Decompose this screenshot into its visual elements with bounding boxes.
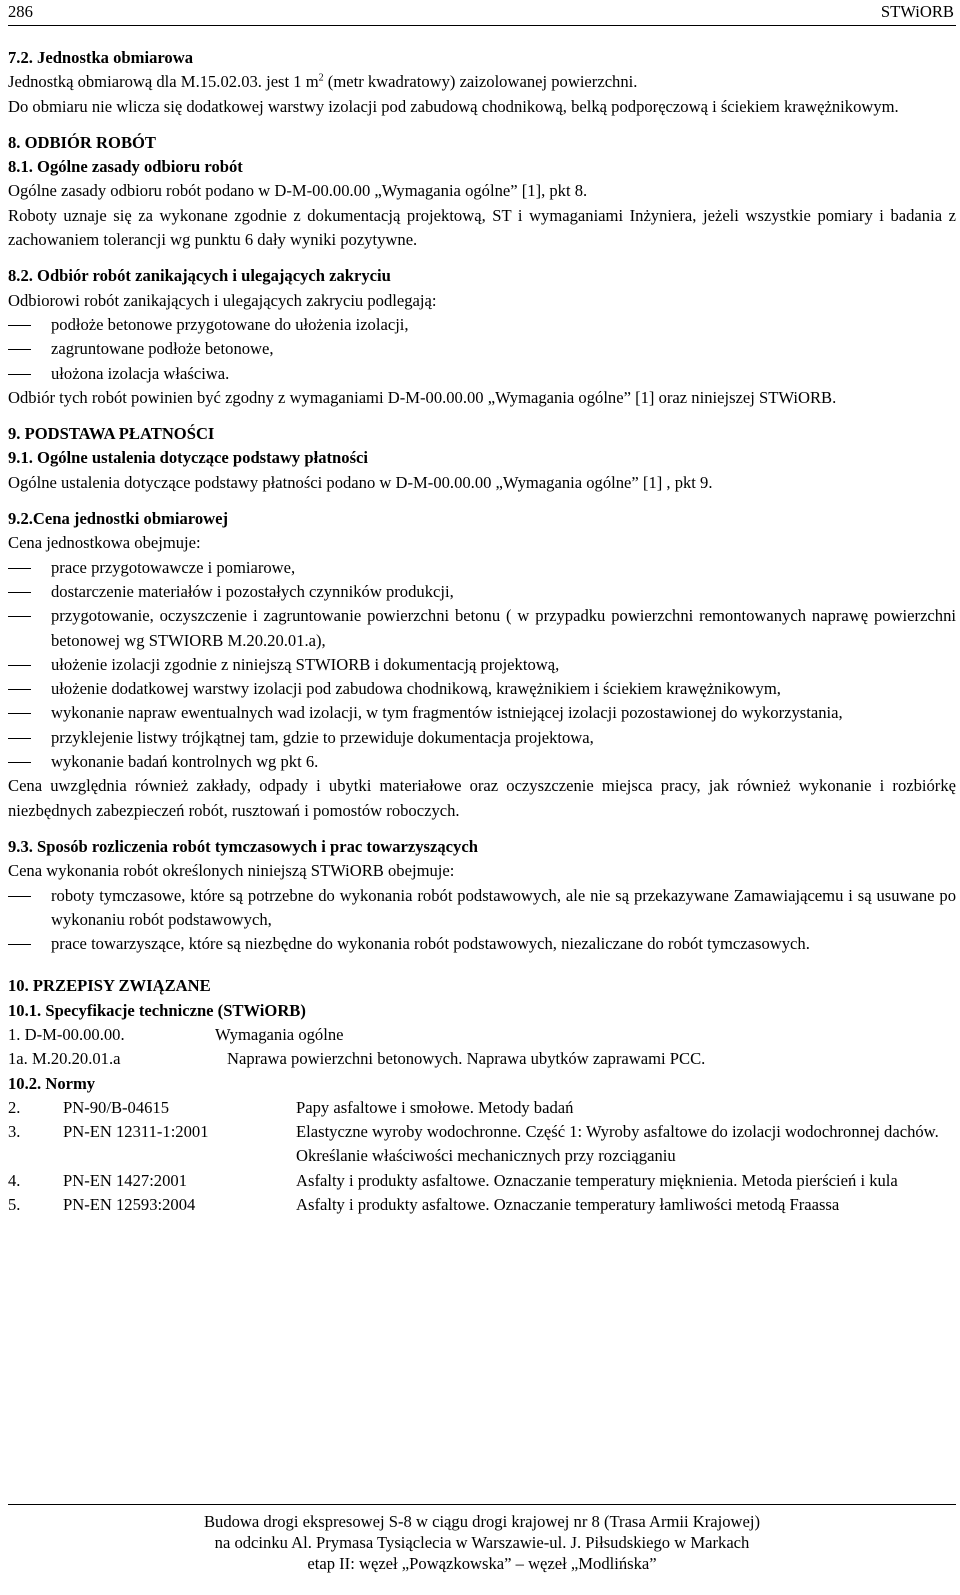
- dash-bullet: [8, 944, 31, 945]
- outro-9-2: Cena uwzględnia również zakłady, odpady i ubytki materiałowe oraz oczyszczenie miejsca pracy, jak również wykonanie i rozbiórkę niezbędnych zabezpieczeń robót, rusztowań i pomostów roboczych.: [8, 776, 956, 820]
- list-item-text: dostarczenie materiałów i pozostałych czynników produkcji,: [51, 581, 454, 601]
- list-item: [8, 580, 956, 604]
- dash-bullet: [8, 374, 31, 375]
- heading-8-2: 8.2. Odbiór robót zanikających i ulegających zakryciu: [8, 266, 391, 286]
- list-item-text: ułożenie dodatkowej warstwy izolacji pod zabudowa chodnikową, krawężnikiem i ściekiem krawężnikowym,: [51, 679, 781, 699]
- list-item: [8, 313, 956, 337]
- list-item-text: zagruntowane podłoże betonowe,: [51, 339, 274, 359]
- intro-8-2: Odbiorowi robót zanikających i ulegających zakryciu podlegają:: [8, 290, 437, 310]
- norm-description: Elastyczne wyroby wodochronne. Część 1: Wyroby asfaltowe do izolacji wodochronnej dachów. Określanie właściwości mechanicznych przy rozciąganiu: [296, 1122, 939, 1166]
- norm-number: 4.: [8, 1170, 21, 1190]
- heading-8-1: 8.1. Ogólne zasady odbioru robót: [8, 157, 243, 177]
- list-item-text: roboty tymczasowe, które są potrzebne do wykonania robót podstawowych, ale nie są przekazywane Zamawiającemu i są usuwane po wykonaniu robót podstawowych,: [51, 885, 956, 929]
- paragraph-unit: [8, 70, 956, 94]
- norm-description: Papy asfaltowe i smołowe. Metody badań: [296, 1097, 574, 1117]
- dash-bullet: [8, 349, 31, 350]
- list-item: [8, 653, 956, 677]
- footer-line-3: etap II: węzeł „Powązkowska” – węzeł „Modlińska”: [307, 1554, 657, 1573]
- norm-row: [8, 1169, 956, 1193]
- list-item: [8, 726, 956, 750]
- spec-description: Naprawa powierzchni betonowych. Naprawa ubytków zaprawami PCC.: [227, 1049, 706, 1069]
- list-item: [8, 932, 956, 956]
- heading-9-2: 9.2.Cena jednostki obmiarowej: [8, 509, 229, 529]
- list-item: [8, 884, 956, 933]
- footer-line-1: Budowa drogi ekspresowej S-8 w ciągu drogi krajowej nr 8 (Trasa Armii Krajowej): [203, 1512, 761, 1531]
- heading-9-3: 9.3. Sposób rozliczenia robót tymczasowych i prac towarzyszących: [8, 836, 478, 856]
- heading-10-2: 10.2. Normy: [8, 1073, 96, 1093]
- paragraph-exclusion: Do obmiaru nie wlicza się dodatkowej warstwy izolacji pod zabudową chodnikową, belką podporęczową i ściekiem krawężnikowym.: [8, 96, 899, 116]
- document-page: [8, 0, 956, 1595]
- norm-description: Asfalty i produkty asfaltowe. Oznaczanie temperatury łamliwości metodą Fraassa: [296, 1195, 840, 1215]
- norm-code: PN-EN 12593:2004: [63, 1195, 196, 1215]
- paragraph-8-1-b: Roboty uznaje się za wykonane zgodnie z dokumentacją projektową, ST i wymaganiami Inżyniera, jeżeli wszystkie pomiary i badania z zachowaniem tolerancji wg punktu 6 dały wyniki pozytywne.: [8, 205, 956, 250]
- norm-number: 5.: [8, 1195, 21, 1215]
- list-item-text: wykonanie napraw ewentualnych wad izolacji, w tym fragmentów istniejącej izolacji pozostawionej do wykorzystania,: [51, 703, 843, 723]
- norm-number: 2.: [8, 1097, 21, 1117]
- spec-code: 1a. M.20.20.01.a: [8, 1049, 121, 1069]
- unit-superscript: 2: [318, 72, 324, 84]
- list-item-text: prace towarzyszące, które są niezbędne do wykonania robót podstawowych, niezaliczane do robót tymczasowych.: [51, 934, 810, 954]
- heading-9-1: 9.1. Ogólne ustalenia dotyczące podstawy płatności: [8, 448, 368, 468]
- dash-bullet: [8, 738, 31, 739]
- dash-bullet: [8, 689, 31, 690]
- list-item-text: ułożona izolacja właściwa.: [51, 363, 230, 383]
- dash-bullet: [8, 592, 31, 593]
- spec-row: [8, 1023, 956, 1047]
- paragraph-9-1: Ogólne ustalenia dotyczące podstawy płatności podano w D-M-00.00.00 „Wymagania ogólne” [1] , pkt 9.: [8, 472, 713, 492]
- dash-bullet: [8, 762, 31, 763]
- spec-description: Wymagania ogólne: [215, 1024, 344, 1044]
- page-number: 286: [8, 2, 33, 21]
- heading-9: 9. PODSTAWA PŁATNOŚCI: [8, 424, 215, 444]
- dash-bullet: [8, 713, 31, 714]
- dash-bullet: [8, 616, 31, 617]
- norm-code: PN-EN 1427:2001: [63, 1170, 187, 1190]
- list-item: [8, 337, 956, 361]
- norm-description: Asfalty i produkty asfaltowe. Oznaczanie temperatury mięknienia. Metoda pierścień i kula: [296, 1170, 898, 1190]
- heading-8: 8. ODBIÓR ROBÓT: [8, 132, 156, 152]
- norm-code: PN-90/B-04615: [63, 1097, 170, 1117]
- footer-line-2: na odcinku Al. Prymasa Tysiąclecia w Warszawie-ul. J. Piłsudskiego w Markach: [214, 1533, 750, 1552]
- spec-row: [8, 1047, 956, 1071]
- list-item: [8, 362, 956, 386]
- list-item-text: prace przygotowawcze i pomiarowe,: [51, 557, 296, 577]
- norm-row: [8, 1096, 956, 1120]
- list-item-text: podłoże betonowe przygotowane do ułożenia izolacji,: [51, 314, 409, 334]
- dash-bullet: [8, 896, 31, 897]
- list-item: [8, 604, 956, 653]
- list-item-text: wykonanie badań kontrolnych wg pkt 6.: [51, 752, 319, 772]
- list-item: [8, 677, 956, 701]
- page-header: [8, 0, 956, 26]
- intro-9-3: Cena wykonania robót określonych niniejszą STWiORB obejmuje:: [8, 861, 455, 881]
- norm-code: PN-EN 12311-1:2001: [63, 1122, 209, 1142]
- intro-9-2: Cena jednostkowa obejmuje:: [8, 533, 201, 553]
- unit-text-end: (metr kwadratowy) zaizolowanej powierzchni.: [323, 72, 638, 92]
- heading-10-1: 10.1. Specyfikacje techniczne (STWiORB): [8, 1000, 306, 1020]
- dash-bullet: [8, 665, 31, 666]
- unit-text: Jednostką obmiarową dla M.15.02.03. jest 1 m: [8, 72, 319, 92]
- list-item: [8, 701, 956, 725]
- list-item: [8, 556, 956, 580]
- norm-row: [8, 1120, 956, 1169]
- doc-code: STWiORB: [880, 2, 954, 21]
- list-item: [8, 750, 956, 774]
- list-item-text: przyklejenie listwy trójkątnej tam, gdzie to przewiduje dokumentacja projektowa,: [51, 727, 594, 747]
- norm-number: 3.: [8, 1122, 21, 1142]
- list-item-text: przygotowanie, oczyszczenie i zagruntowanie powierzchni betonu ( w przypadku powierzchni remontowanych naprawę powierzchni betonowej wg STWIORB M.20.20.01.a),: [51, 606, 956, 650]
- heading-10: 10. PRZEPISY ZWIĄZANE: [8, 976, 211, 996]
- list-item-text: ułożenie izolacji zgodnie z niniejszą STWIORB i dokumentacją projektową,: [51, 654, 560, 674]
- spec-code: 1. D-M-00.00.00.: [8, 1024, 125, 1044]
- document-body: [8, 46, 956, 1217]
- heading-7-2: 7.2. Jednostka obmiarowa: [8, 48, 194, 67]
- dash-bullet: [8, 568, 31, 569]
- dash-bullet: [8, 325, 31, 326]
- page-footer: [8, 1504, 956, 1574]
- norm-row: [8, 1193, 956, 1217]
- paragraph-8-1-a: Ogólne zasady odbioru robót podano w D-M-00.00.00 „Wymagania ogólne” [1], pkt 8.: [8, 181, 588, 201]
- outro-8-2: Odbiór tych robót powinien być zgodny z wymaganiami D-M-00.00.00 „Wymagania ogólne” [1] oraz niniejszej STWiORB.: [8, 387, 837, 407]
